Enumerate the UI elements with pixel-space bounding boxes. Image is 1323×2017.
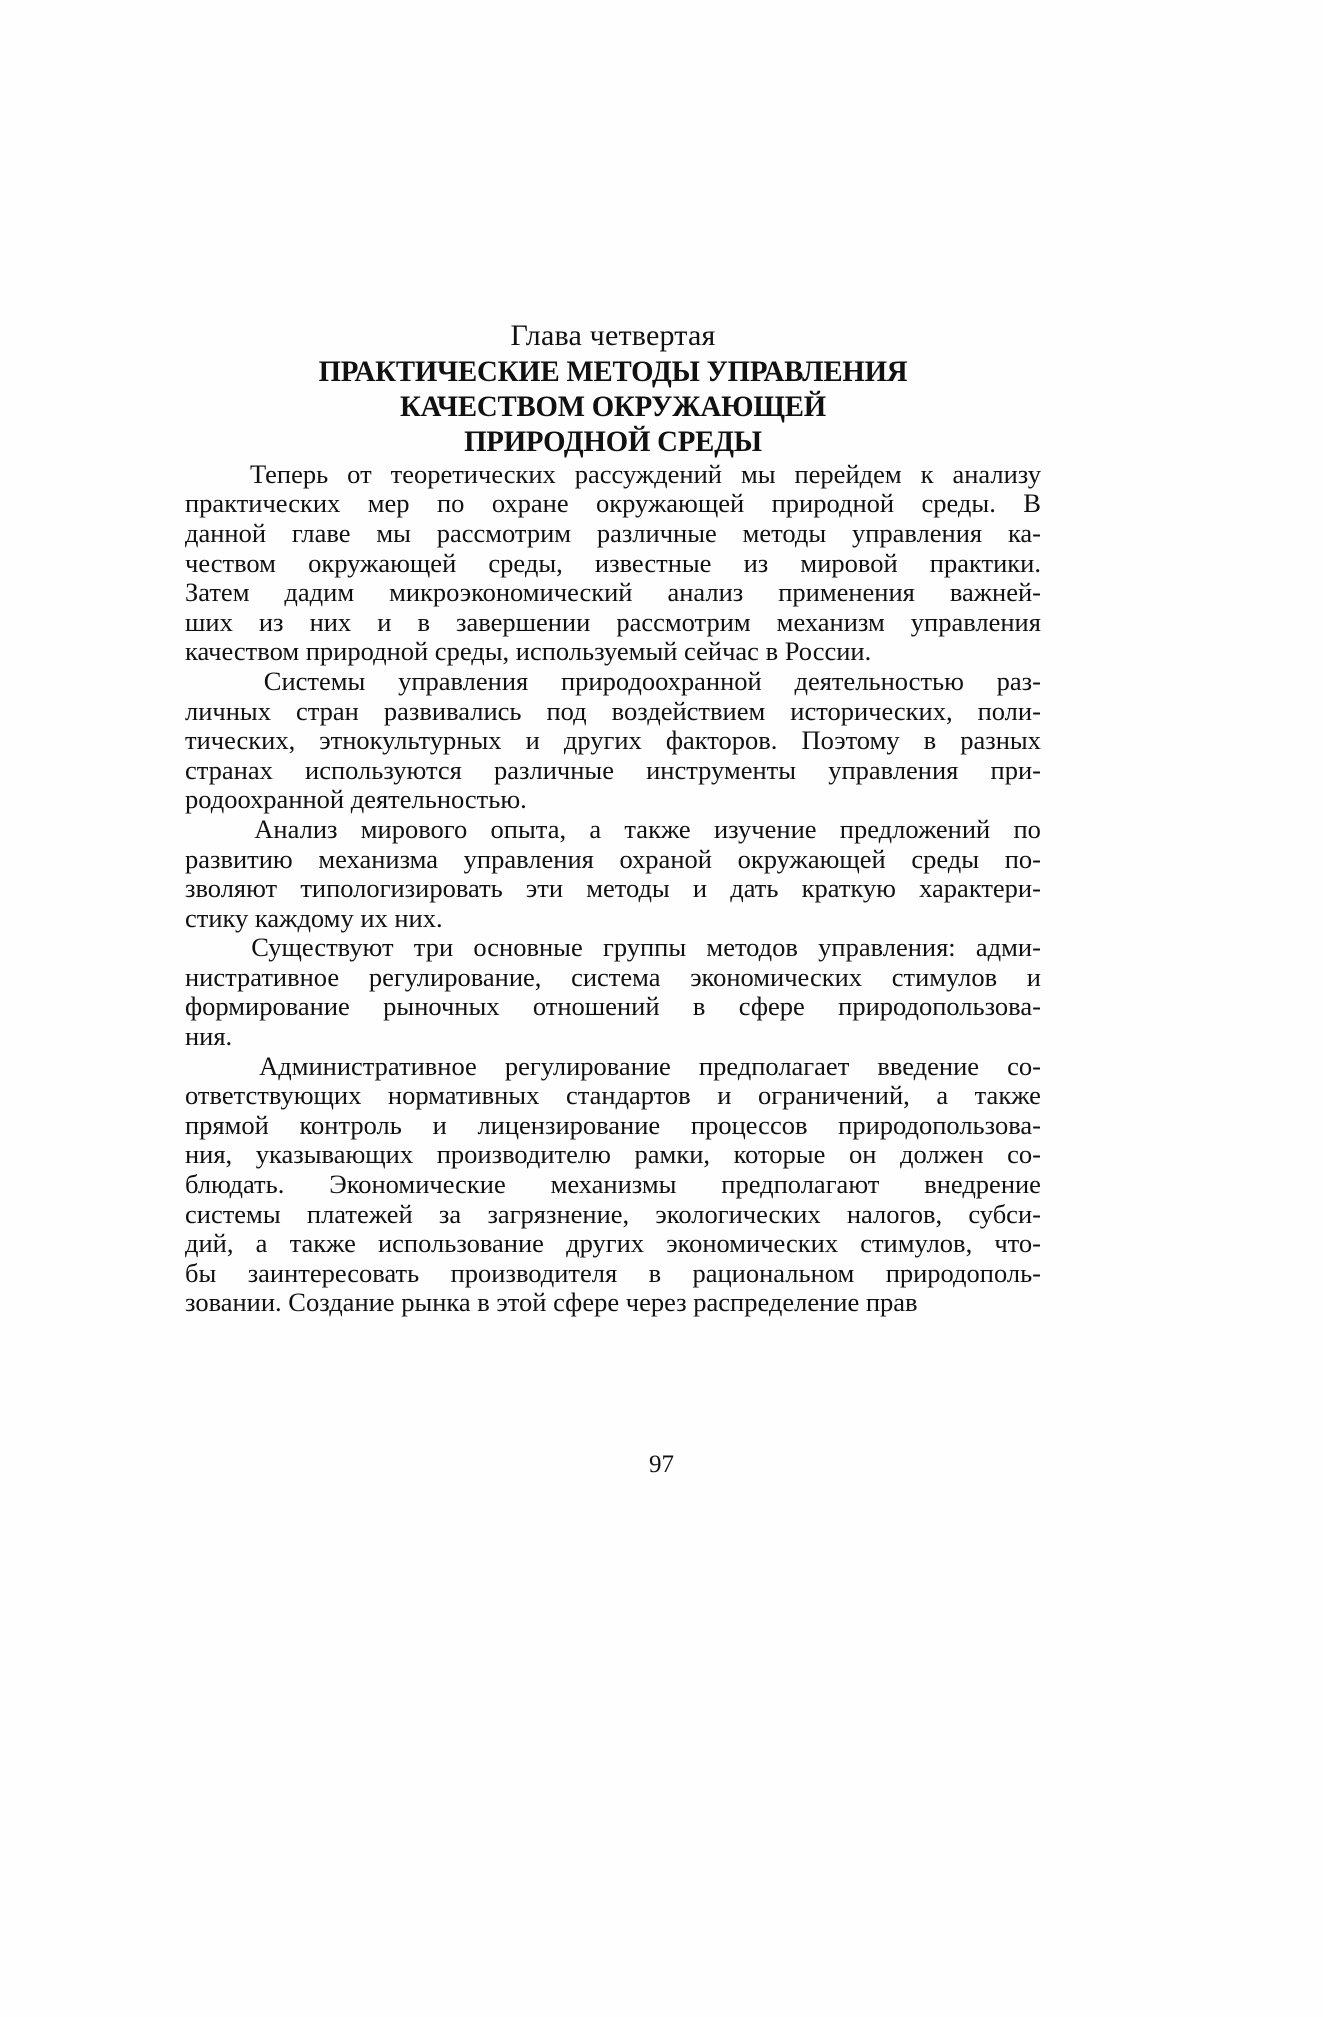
word: за (438, 1198, 462, 1229)
word: введение (877, 1050, 980, 1081)
word: блюдать. (185, 1169, 285, 1200)
word: эти (525, 873, 564, 904)
word: методов (706, 932, 798, 963)
word: природопользова- (838, 991, 1041, 1022)
word: среды. (921, 488, 996, 519)
word: предполагают (721, 1169, 880, 1200)
word: при- (990, 754, 1041, 785)
word: зволяют (185, 873, 278, 904)
text-line (185, 992, 1041, 1022)
paragraph (185, 933, 1041, 1051)
text-line (185, 489, 1041, 519)
word: по (1013, 813, 1041, 844)
word: платежей (306, 1198, 413, 1229)
word: рассуждений (574, 458, 722, 489)
word: в (417, 606, 430, 637)
word: применения (778, 577, 915, 608)
word: стимулов, (860, 1228, 973, 1259)
word: Анализ (254, 813, 338, 844)
word: практики. (929, 547, 1041, 578)
word: личных (185, 695, 271, 726)
text-line (185, 1229, 1041, 1259)
word: в (648, 1257, 662, 1288)
word: опыта, (490, 813, 567, 844)
word: контроль (299, 1109, 402, 1140)
page-text-block (185, 318, 1041, 1318)
word: и (432, 1109, 447, 1140)
word: основные (473, 932, 583, 963)
word: также (289, 1228, 356, 1259)
word: нормативных (387, 1080, 540, 1111)
word: Теперь (249, 458, 329, 489)
word: предложений (839, 813, 991, 844)
word: управления: (818, 932, 956, 963)
word: экономических (666, 1228, 839, 1259)
word: микроэкономический (389, 577, 633, 608)
paragraph (185, 1052, 1041, 1318)
word: мы (740, 458, 776, 489)
word: главе (291, 517, 351, 548)
word: исторических, (790, 695, 953, 726)
word: ответствующих (185, 1080, 362, 1111)
word: ка- (1007, 517, 1041, 548)
word: деятельностью (794, 665, 964, 696)
word: бы (185, 1257, 217, 1288)
text-line: зовании. Создание рынка в этой сфере через распределение прав (185, 1287, 918, 1318)
word: в (923, 725, 937, 756)
text-line (185, 1170, 1041, 1200)
word: используются (305, 754, 462, 785)
word: формирование (185, 991, 350, 1022)
word: развивались (383, 695, 522, 726)
word: изучение (713, 813, 817, 844)
word: экономических (690, 961, 863, 992)
text-line: ния. (185, 1021, 233, 1052)
word: В (1023, 488, 1041, 519)
word: мы (376, 517, 411, 548)
word: других (566, 1228, 645, 1259)
word: характери- (919, 873, 1041, 904)
word: среды (911, 843, 980, 874)
word: лицензирование (477, 1109, 661, 1140)
word: механизмы (550, 1169, 677, 1200)
word: чеством (185, 547, 276, 578)
word: раз- (996, 665, 1041, 696)
text-line (185, 756, 1041, 786)
word: природоохранной (561, 665, 762, 696)
word: развитию (185, 843, 293, 874)
word: данной (185, 517, 267, 548)
word: производителю (436, 1139, 611, 1170)
word: экологических (655, 1198, 821, 1229)
word: рассмотрим (436, 517, 572, 548)
text-line (185, 963, 1041, 993)
word: три (413, 932, 454, 963)
word: важней- (949, 577, 1041, 608)
text-line: родоохранной деятельностью. (185, 784, 527, 815)
text-line (185, 815, 1041, 845)
word: со- (1007, 1050, 1041, 1081)
text-line (185, 726, 1041, 756)
word: указывающих (255, 1139, 414, 1170)
word: субси- (968, 1198, 1041, 1229)
word: странах (185, 754, 273, 785)
word: нистративное (185, 961, 340, 992)
word: под (546, 695, 587, 726)
paragraph-indent (185, 1052, 231, 1082)
text-line (185, 460, 1041, 490)
word: по (436, 488, 465, 519)
word: управления (851, 517, 983, 548)
word: природополь- (885, 1257, 1041, 1288)
word: поли- (977, 695, 1041, 726)
text-line: стику каждому их них. (185, 902, 443, 933)
word: и (692, 873, 708, 904)
word: а (255, 1228, 268, 1259)
word: охраной (619, 843, 712, 874)
text-line (185, 578, 1041, 608)
word: управления (910, 606, 1041, 637)
text-line (185, 697, 1041, 727)
word: рациональном (692, 1257, 855, 1288)
paragraph (185, 815, 1041, 933)
word: природной (771, 488, 895, 519)
word: и (1026, 961, 1041, 992)
word: тических, (185, 725, 296, 756)
word: ограничений, (758, 1080, 910, 1111)
word: окружающей (737, 843, 886, 874)
word: и (717, 1080, 732, 1111)
word: завершении (455, 606, 591, 637)
paragraph-indent (185, 460, 231, 490)
word: а (589, 813, 602, 844)
word: налогов, (846, 1198, 943, 1229)
word: воздействием (611, 695, 766, 726)
word: также (624, 813, 691, 844)
text-line (185, 1200, 1041, 1230)
word: методы (586, 873, 670, 904)
text-line: качеством природной среды, используемый сейчас в России. (185, 636, 872, 667)
word: регулирование (504, 1050, 671, 1081)
word: в (692, 991, 706, 1022)
word: Существуют (251, 932, 394, 963)
word: мирового (360, 813, 468, 844)
word: инструменты (646, 754, 797, 785)
word: внедрение (924, 1169, 1041, 1200)
word: использование (377, 1228, 544, 1259)
word: стимулов (891, 961, 998, 992)
word: мировой (800, 547, 898, 578)
text-line (185, 1081, 1041, 1111)
word: Затем (185, 577, 250, 608)
word: других (563, 725, 642, 756)
body-copy (185, 460, 1041, 1318)
text-line (185, 1140, 1041, 1170)
paragraph-indent (185, 667, 231, 697)
text-line (185, 874, 1041, 904)
word: механизм (776, 606, 885, 637)
word: со- (1007, 1139, 1041, 1170)
word: отношений (532, 991, 660, 1022)
word: процессов (690, 1109, 808, 1140)
word: системы (185, 1198, 281, 1229)
chapter-title-line-1: ПРАКТИЧЕСКИЕ МЕТОДЫ УПРАВЛЕНИЯ (318, 355, 908, 389)
text-line (185, 933, 1041, 963)
word: дий, (185, 1228, 234, 1259)
chapter-title-line-3: ПРИРОДНОЙ СРЕДЫ (464, 424, 762, 458)
word: краткую (801, 873, 896, 904)
word: производителя (450, 1257, 618, 1288)
word: стран (296, 695, 359, 726)
word: механизма (318, 843, 439, 874)
chapter-title (202, 355, 1024, 459)
word: к (920, 458, 934, 489)
word: окружающей (596, 488, 745, 519)
word: теоретических (390, 458, 556, 489)
chapter-title-line-2: КАЧЕСТВОМ ОКРУЖАЮЩЕЙ (399, 390, 827, 424)
word: которые (733, 1139, 826, 1170)
word: различные (596, 517, 717, 548)
page-number: 97 (649, 1451, 674, 1478)
chapter-kicker: Глава четвертая (510, 319, 716, 352)
word: от (347, 458, 372, 489)
word: а (936, 1080, 949, 1111)
word: по- (1004, 843, 1041, 874)
text-line (185, 1259, 1041, 1289)
word: заинтересовать (247, 1257, 420, 1288)
word: стандартов (565, 1080, 691, 1111)
text-line (185, 1111, 1041, 1141)
word: загрязнение, (487, 1198, 630, 1229)
word: и (377, 606, 392, 637)
text-line (185, 549, 1041, 579)
word: сфере (738, 991, 805, 1022)
text-line (185, 519, 1041, 549)
word: практических (185, 488, 341, 519)
word: типологизировать (300, 873, 503, 904)
word: этнокультурных (319, 725, 502, 756)
word: из (743, 547, 769, 578)
word: он (848, 1139, 877, 1170)
word: анализ (667, 577, 744, 608)
word: Административное (259, 1050, 477, 1081)
word: управления (398, 665, 529, 696)
word: предполагает (698, 1050, 850, 1081)
word: рыночных (383, 991, 500, 1022)
word: и (525, 725, 540, 756)
word: что- (994, 1228, 1041, 1259)
word: ния, (185, 1139, 233, 1170)
word: группы (602, 932, 687, 963)
word: прямой (185, 1109, 269, 1140)
paragraph (185, 667, 1041, 815)
word: ших (185, 606, 233, 637)
text-line (185, 667, 1041, 697)
word: них (309, 606, 352, 637)
word: известные (594, 547, 712, 578)
word: окружающей (308, 547, 457, 578)
word: разных (960, 725, 1041, 756)
word: рассмотрим (616, 606, 751, 637)
word: Экономические (329, 1169, 506, 1200)
text-line (185, 845, 1041, 875)
word: анализу (952, 458, 1041, 489)
word: из (258, 606, 284, 637)
word: регулирование, (368, 961, 542, 992)
text-line (185, 1052, 1041, 1082)
paragraph-indent (185, 933, 231, 963)
word: управления (828, 754, 959, 785)
word: дать (730, 873, 779, 904)
word: перейдем (794, 458, 902, 489)
word: также (974, 1080, 1041, 1111)
text-line (185, 608, 1041, 638)
word: факторов. (665, 725, 778, 756)
paragraph (185, 460, 1041, 667)
word: среды, (488, 547, 563, 578)
word: природопользова- (838, 1109, 1041, 1140)
word: мер (367, 488, 410, 519)
word: дадим (284, 577, 355, 608)
word: рамки, (634, 1139, 710, 1170)
word: должен (900, 1139, 984, 1170)
paragraph-indent (185, 815, 231, 845)
word: система (571, 961, 661, 992)
word: охране (491, 488, 569, 519)
word: различные (494, 754, 614, 785)
word: адми- (975, 932, 1041, 963)
word: методы (742, 517, 827, 548)
word: Системы (263, 665, 366, 696)
word: управления (463, 843, 594, 874)
word: Поэтому (801, 725, 900, 756)
